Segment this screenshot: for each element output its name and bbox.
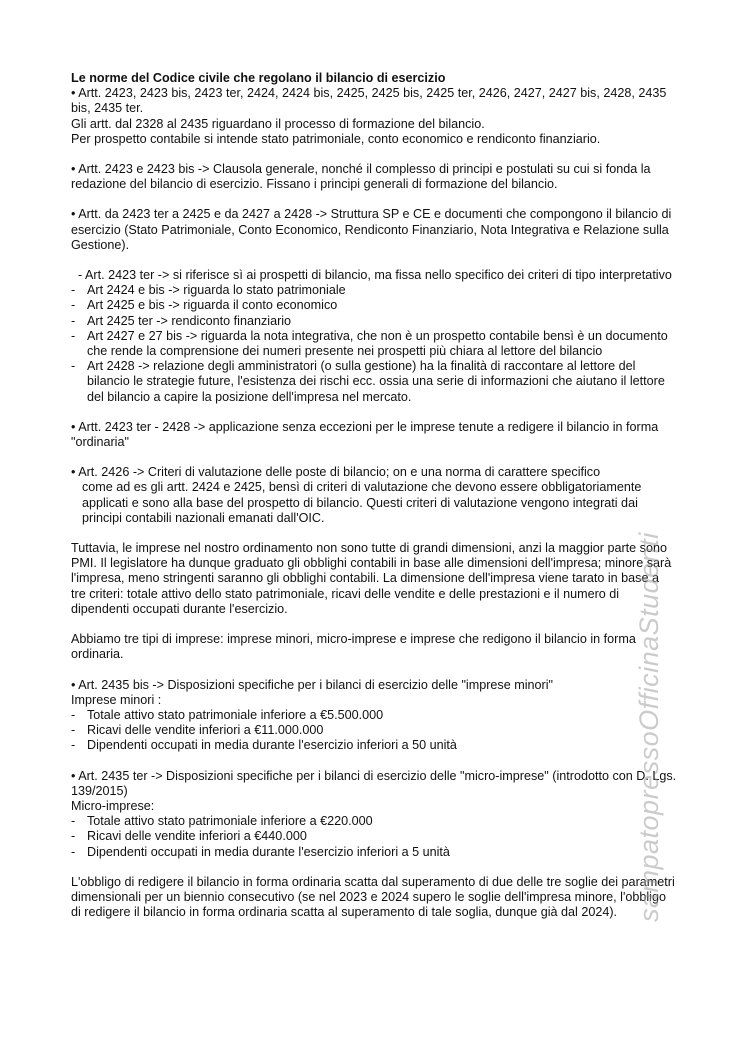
list-item: - Ricavi delle vendite inferiori a €11.000.000 (71, 723, 324, 738)
minori-list (71, 708, 677, 754)
list-item: - Art 2427 e 27 bis -> riguarda la nota integrativa, che non è un prospetto contabile bensì è un documento che rende la comprensione dei numeri presente nei prospetti più chiara al lettore del bilancio (71, 328, 668, 359)
micro-label: Micro-imprese: (71, 798, 155, 813)
document-page (71, 71, 677, 920)
watermark: sampatopressoOfficinaStudenti (634, 532, 664, 922)
paragraph-tipi-imprese: Abbiamo tre tipi di imprese: imprese minori, micro-imprese e imprese che redigono il bilancio in forma ordinaria. (71, 632, 636, 662)
paragraph-2426-body: come ad es gli artt. 2424 e 2425, bensì di criteri di valutazione che devono essere obbligatoriamente applicati e sono alla base del prospetto di bilancio. Questi criteri di valutazione vengono integrati dai principi contabili nazionali emanati dall'OIC. (82, 480, 642, 525)
paragraph-struttura: • Artt. da 2423 ter a 2425 e da 2427 a 2428 -> Struttura SP e CE e documenti che compongono il bilancio di esercizio (Stato Patrimoniale, Conto Economico, Rendiconto Finanziario, Nota Integrativa e Relazione sulla Gestione). (71, 207, 672, 252)
list-item: - Ricavi delle vendite inferiori a €440.000 (71, 829, 307, 844)
paragraph-2423ter: - Art. 2423 ter -> si riferisce sì ai prospetti di bilancio, ma fissa nello specifico dei criteri di tipo interpretativo (78, 268, 672, 283)
list-item: - Dipendenti occupati in media durante l'esercizio inferiori a 50 unità (71, 738, 457, 753)
minori-heading: • Art. 2435 bis -> Disposizioni specifiche per i bilanci di esercizio delle "imprese minori" (71, 677, 553, 692)
list-item: - Art 2424 e bis -> riguarda lo stato patrimoniale (71, 283, 346, 298)
paragraph-clausola: • Artt. 2423 e 2423 bis -> Clausola generale, nonché il complesso di principi e postulati su cui si fonda la redazione del bilancio di esercizio. Fissano i principi generali di formazione del bilancio. (71, 162, 651, 192)
list-item: - Art 2428 -> relazione degli amministratori (o sulla gestione) ha la finalità di raccontare al lettore del bilancio le strategie future, l'esistenza dei rischi ecc. ossia una serie di informazioni che aiutano il lettore del bilancio a capire la posizione dell'impresa nel mercato. (71, 359, 665, 404)
struttura-list (71, 283, 677, 405)
micro-list (71, 814, 677, 860)
list-item: - Totale attivo stato patrimoniale inferiore a €220.000 (71, 814, 373, 829)
paragraph-ordinaria: • Artt. 2423 ter - 2428 -> applicazione senza eccezioni per le imprese tenute a redigere il bilancio in forma "ordinaria" (71, 419, 659, 450)
list-item: - Dipendenti occupati in media durante l'esercizio inferiori a 5 unità (71, 844, 450, 859)
list-item: - Art 2425 e bis -> riguarda il conto economico (71, 298, 338, 313)
paragraph-obbligo: L'obbligo di redigere il bilancio in forma ordinaria scatta dal superamento di due delle tre soglie dei parametri dimensionali per un biennio consecutivo (se nel 2023 e 2024 supero le soglie dell'impresa minore, l'obbligo di redigere il bilancio in forma ordinaria scatta al superamento di tale soglia, dunque già dal 2024). (71, 874, 675, 920)
document-title: Le norme del Codice civile che regolano il bilancio di esercizio (71, 71, 446, 85)
paragraph-2426-head: • Art. 2426 -> Criteri di valutazione delle poste di bilancio; on e una norma di carattere specifico (71, 465, 601, 480)
list-item: - Art 2425 ter -> rendiconto finanziario (71, 313, 292, 328)
minori-label: Imprese minori : (71, 692, 162, 707)
list-item: - Totale attivo stato patrimoniale inferiore a €5.500.000 (71, 707, 384, 722)
intro-formazione: Gli artt. dal 2328 al 2435 riguardano il processo di formazione del bilancio. (71, 116, 485, 131)
paragraph-tuttavia: Tuttavia, le imprese nel nostro ordinamento non sono tutte di grandi dimensioni, anzi la maggior parte sono PMI. Il legislatore ha dunque graduato gli obblighi contabili in base alle dimensioni dell'impresa; minore sarà l'impresa, meno stringenti saranno gli obblighi contabili. La dimensione dell'impresa viene tarato in base a tre criteri: totale attivo dello stato patrimoniale, ricavi delle vendite e delle prestazioni e il numero di dipendenti occupati durante l'esercizio. (71, 541, 672, 616)
intro-articles: • Artt. 2423, 2423 bis, 2423 ter, 2424, 2424 bis, 2425, 2425 bis, 2425 ter, 2426, 2427, 2427 bis, 2428, 2435 bis, 2435 ter. (71, 86, 667, 116)
micro-heading: • Art. 2435 ter -> Disposizioni specifiche per i bilanci di esercizio delle "micro-imprese" (introdotto con D. Lgs. 139/2015) (71, 768, 677, 798)
intro-prospetto: Per prospetto contabile si intende stato patrimoniale, conto economico e rendiconto finanziario. (71, 131, 601, 146)
